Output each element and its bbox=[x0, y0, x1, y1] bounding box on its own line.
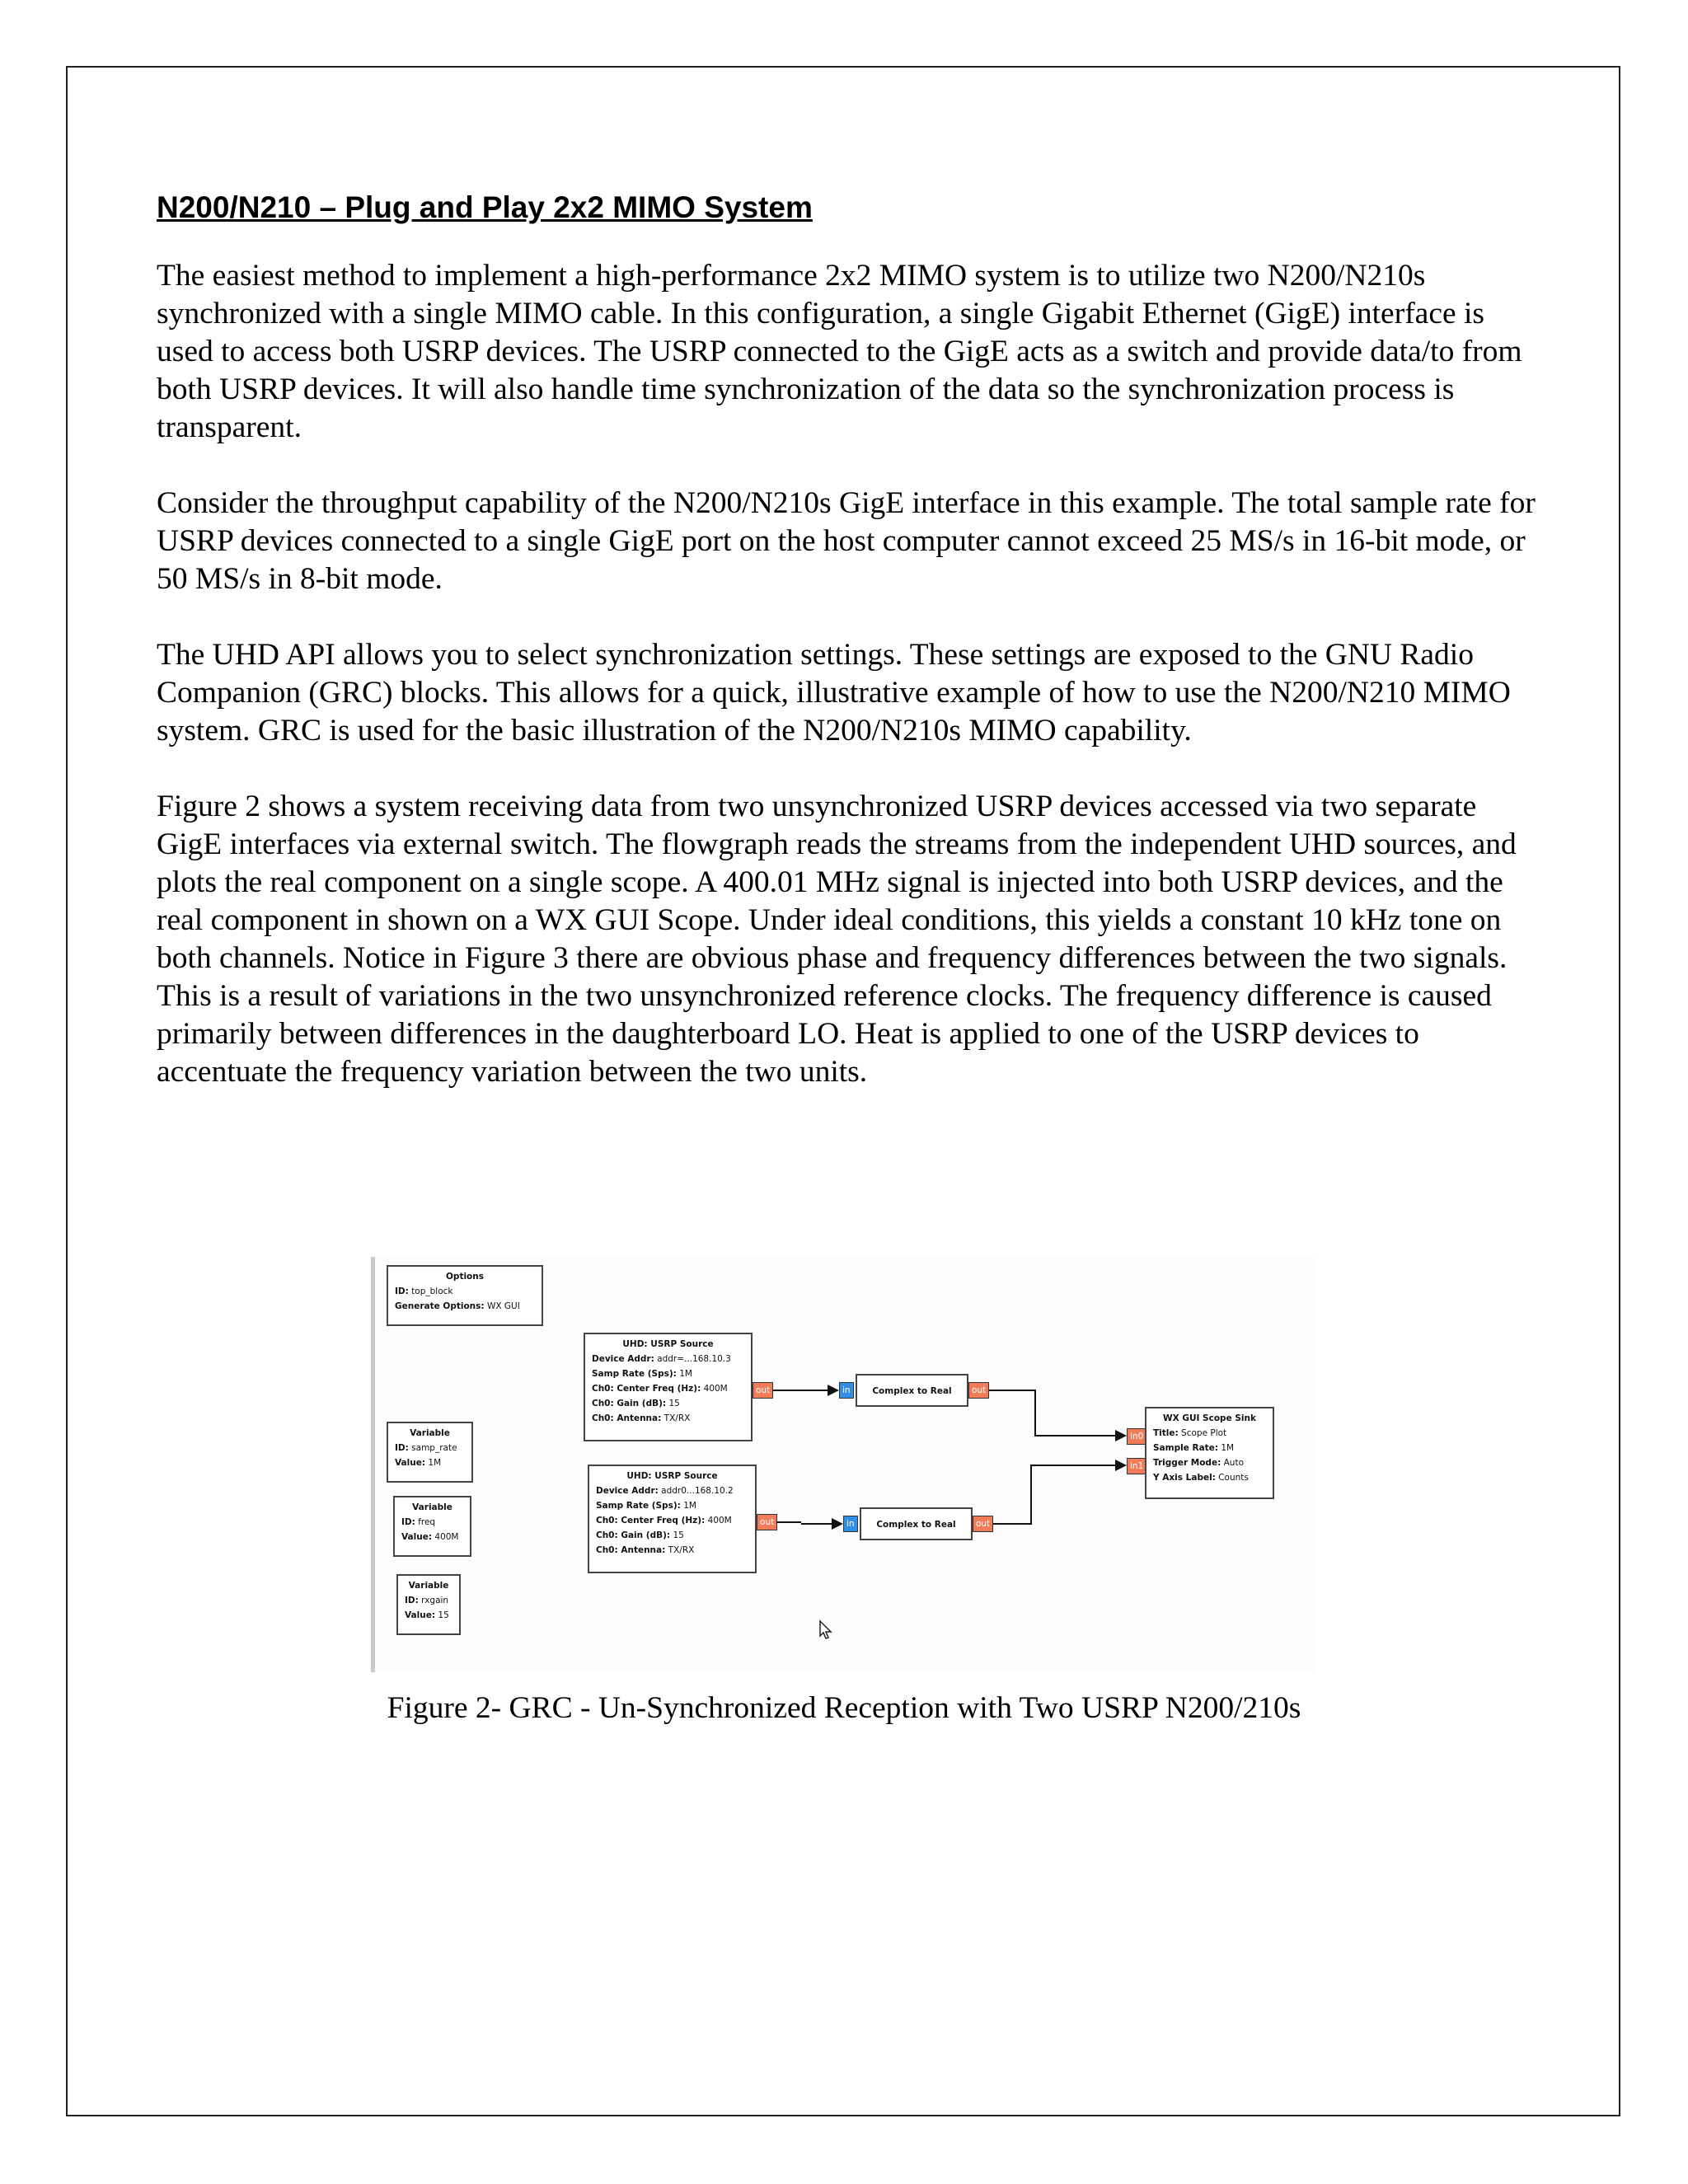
grc-flowgraph-figure bbox=[371, 1257, 1315, 1672]
samp-rate-label: Samp Rate (Sps): bbox=[596, 1501, 681, 1511]
complex-to-real-block-1[interactable] bbox=[856, 1374, 968, 1407]
variable-value: 400M bbox=[434, 1532, 459, 1542]
gain: 15 bbox=[668, 1399, 680, 1408]
paragraph-3: The UHD API allows you to select synchronization settings. These settings are exposed to the GNU Radio Companion (GRC) blocks. This allows for a quick, illustrative example of how to use the N200/N210 MIMO system. GRC is used for the basic illustration of the N200/N210s MIMO capability. bbox=[157, 638, 1511, 748]
antenna: TX/RX bbox=[663, 1413, 691, 1423]
scope-plot-title: Scope Plot bbox=[1181, 1428, 1227, 1438]
variable-block-samp-rate[interactable] bbox=[387, 1422, 473, 1483]
document-body bbox=[157, 190, 1541, 1129]
paragraph-1: The easiest method to implement a high-performance 2x2 MIMO system is to utilize two N200/N210s synchronized with a single MIMO cable. In this configuration, a single Gigabit Ethernet (GigE) interface is used to access both USRP devices. The USRP connected to the GigE acts as a switch and provide data/to from both USRP devices. It will also handle time synchronization of the data so the synchronization process is transparent. bbox=[157, 259, 1522, 444]
scope-trigger-label: Trigger Mode: bbox=[1153, 1458, 1221, 1468]
scope-title: WX GUI Scope Sink bbox=[1163, 1413, 1256, 1423]
options-title: Options bbox=[446, 1272, 484, 1282]
usrp-source-block-1[interactable] bbox=[584, 1333, 753, 1441]
variable-value: 1M bbox=[428, 1458, 442, 1468]
device-addr: addr0...168.10.2 bbox=[661, 1486, 734, 1496]
complex-to-real-block-2[interactable] bbox=[860, 1507, 973, 1540]
variable-id: samp_rate bbox=[411, 1443, 457, 1453]
connection-wire bbox=[776, 1521, 801, 1523]
samp-rate-label: Samp Rate (Sps): bbox=[592, 1369, 677, 1379]
samp-rate: 1M bbox=[683, 1501, 696, 1511]
options-gen-label: Generate Options: bbox=[395, 1301, 485, 1311]
connection-arrow bbox=[1115, 1430, 1127, 1441]
scope-yaxis: Counts bbox=[1218, 1473, 1249, 1483]
scope-in0-port[interactable]: in0 bbox=[1127, 1428, 1146, 1445]
antenna-label: Ch0: Antenna: bbox=[592, 1413, 662, 1423]
figure-caption: Figure 2- GRC - Un-Synchronized Reception with Two USRP N200/210s bbox=[387, 1691, 1301, 1725]
connection-wire bbox=[1034, 1435, 1115, 1436]
complex-to-real-2-in-port[interactable]: in bbox=[843, 1516, 858, 1532]
center-freq: 400M bbox=[703, 1384, 728, 1394]
antenna-label: Ch0: Antenna: bbox=[596, 1545, 666, 1555]
scope-trigger: Auto bbox=[1223, 1458, 1245, 1468]
complex-to-real-title: Complex to Real bbox=[876, 1520, 956, 1530]
connection-wire bbox=[1030, 1465, 1115, 1466]
connection-wire bbox=[1030, 1465, 1032, 1525]
options-block[interactable] bbox=[387, 1265, 543, 1326]
options-gen: WX GUI bbox=[486, 1301, 520, 1311]
scope-in1-port[interactable]: in1 bbox=[1127, 1458, 1146, 1474]
variable-value: 15 bbox=[438, 1610, 449, 1620]
connection-wire bbox=[801, 1523, 832, 1525]
center-freq: 400M bbox=[707, 1516, 732, 1526]
center-freq-label: Ch0: Center Freq (Hz): bbox=[592, 1384, 701, 1394]
connection-wire bbox=[772, 1390, 828, 1391]
device-addr: addr=...168.10.3 bbox=[657, 1354, 731, 1364]
connection-arrow bbox=[832, 1518, 843, 1530]
device-addr-label: Device Addr: bbox=[596, 1486, 659, 1496]
options-id: top_block bbox=[411, 1286, 453, 1296]
variable-value-label: Value: bbox=[395, 1458, 426, 1468]
wx-gui-scope-sink-block[interactable] bbox=[1145, 1407, 1274, 1499]
connection-wire bbox=[993, 1523, 1031, 1525]
complex-to-real-1-in-port[interactable]: in bbox=[839, 1382, 854, 1399]
paragraph-2: Consider the throughput capability of the N200/N210s GigE interface in this example. The total sample rate for USRP devices connected to a single GigE port on the host computer cannot exceed 25 MS/s in 16-bit mode, or 50 MS/s in 8-bit mode. bbox=[157, 486, 1536, 596]
paragraph-4: Figure 2 shows a system receiving data from two unsynchronized USRP devices accessed via two separate GigE interfaces via external switch. The flowgraph reads the streams from the independent UHD sources, and plots the real component on a single scope. A 400.01 MHz signal is injected into both USRP devices, and the real component in shown on a WX GUI Scope. Under ideal conditions, this yields a constant 10 kHz tone on both channels. Notice in Figure 3 there are obvious phase and frequency differences between the two signals. This is a result of variations in the two unsynchronized reference clocks. The frequency difference is caused primarily between differences in the daughterboard LO. Heat is applied to one of the USRP devices to accentuate the frequency variation between the two units. bbox=[157, 790, 1517, 1089]
samp-rate: 1M bbox=[679, 1369, 692, 1379]
usrp-source-title: UHD: USRP Source bbox=[626, 1471, 718, 1481]
connection-wire bbox=[989, 1390, 1035, 1391]
mouse-cursor-icon bbox=[818, 1619, 833, 1641]
gain: 15 bbox=[673, 1530, 684, 1540]
variable-id: rxgain bbox=[421, 1596, 449, 1605]
device-addr-label: Device Addr: bbox=[592, 1354, 654, 1364]
scope-rate: 1M bbox=[1221, 1443, 1235, 1453]
variable-id: freq bbox=[418, 1517, 436, 1527]
variable-block-freq[interactable] bbox=[393, 1496, 471, 1557]
variable-id-label: ID: bbox=[405, 1596, 419, 1605]
complex-to-real-title: Complex to Real bbox=[872, 1386, 952, 1396]
complex-to-real-2-out-port[interactable]: out bbox=[973, 1516, 993, 1532]
variable-block-rxgain[interactable] bbox=[396, 1574, 461, 1635]
variable-id-label: ID: bbox=[395, 1443, 409, 1453]
connection-arrow bbox=[1115, 1460, 1127, 1471]
scope-yaxis-label: Y Axis Label: bbox=[1153, 1473, 1216, 1483]
connection-arrow bbox=[828, 1385, 839, 1396]
connection-wire bbox=[1034, 1390, 1036, 1436]
variable-id-label: ID: bbox=[401, 1517, 415, 1527]
variable-title: Variable bbox=[408, 1581, 449, 1591]
options-id-label: ID: bbox=[395, 1286, 409, 1296]
page-title: N200/N210 – Plug and Play 2x2 MIMO System bbox=[157, 190, 813, 224]
usrp-source-1-out-port[interactable]: out bbox=[753, 1382, 773, 1399]
antenna: TX/RX bbox=[668, 1545, 695, 1555]
usrp-source-title: UHD: USRP Source bbox=[622, 1339, 714, 1349]
center-freq-label: Ch0: Center Freq (Hz): bbox=[596, 1516, 706, 1526]
complex-to-real-1-out-port[interactable]: out bbox=[968, 1382, 989, 1399]
variable-value-label: Value: bbox=[401, 1532, 433, 1542]
scope-rate-label: Sample Rate: bbox=[1153, 1443, 1218, 1453]
variable-value-label: Value: bbox=[405, 1610, 436, 1620]
variable-title: Variable bbox=[412, 1502, 452, 1512]
usrp-source-2-out-port[interactable]: out bbox=[757, 1514, 777, 1530]
gain-label: Ch0: Gain (dB): bbox=[596, 1530, 671, 1540]
gain-label: Ch0: Gain (dB): bbox=[592, 1399, 667, 1408]
usrp-source-block-2[interactable] bbox=[588, 1465, 757, 1573]
scope-plot-title-label: Title: bbox=[1153, 1428, 1179, 1438]
variable-title: Variable bbox=[410, 1428, 450, 1438]
